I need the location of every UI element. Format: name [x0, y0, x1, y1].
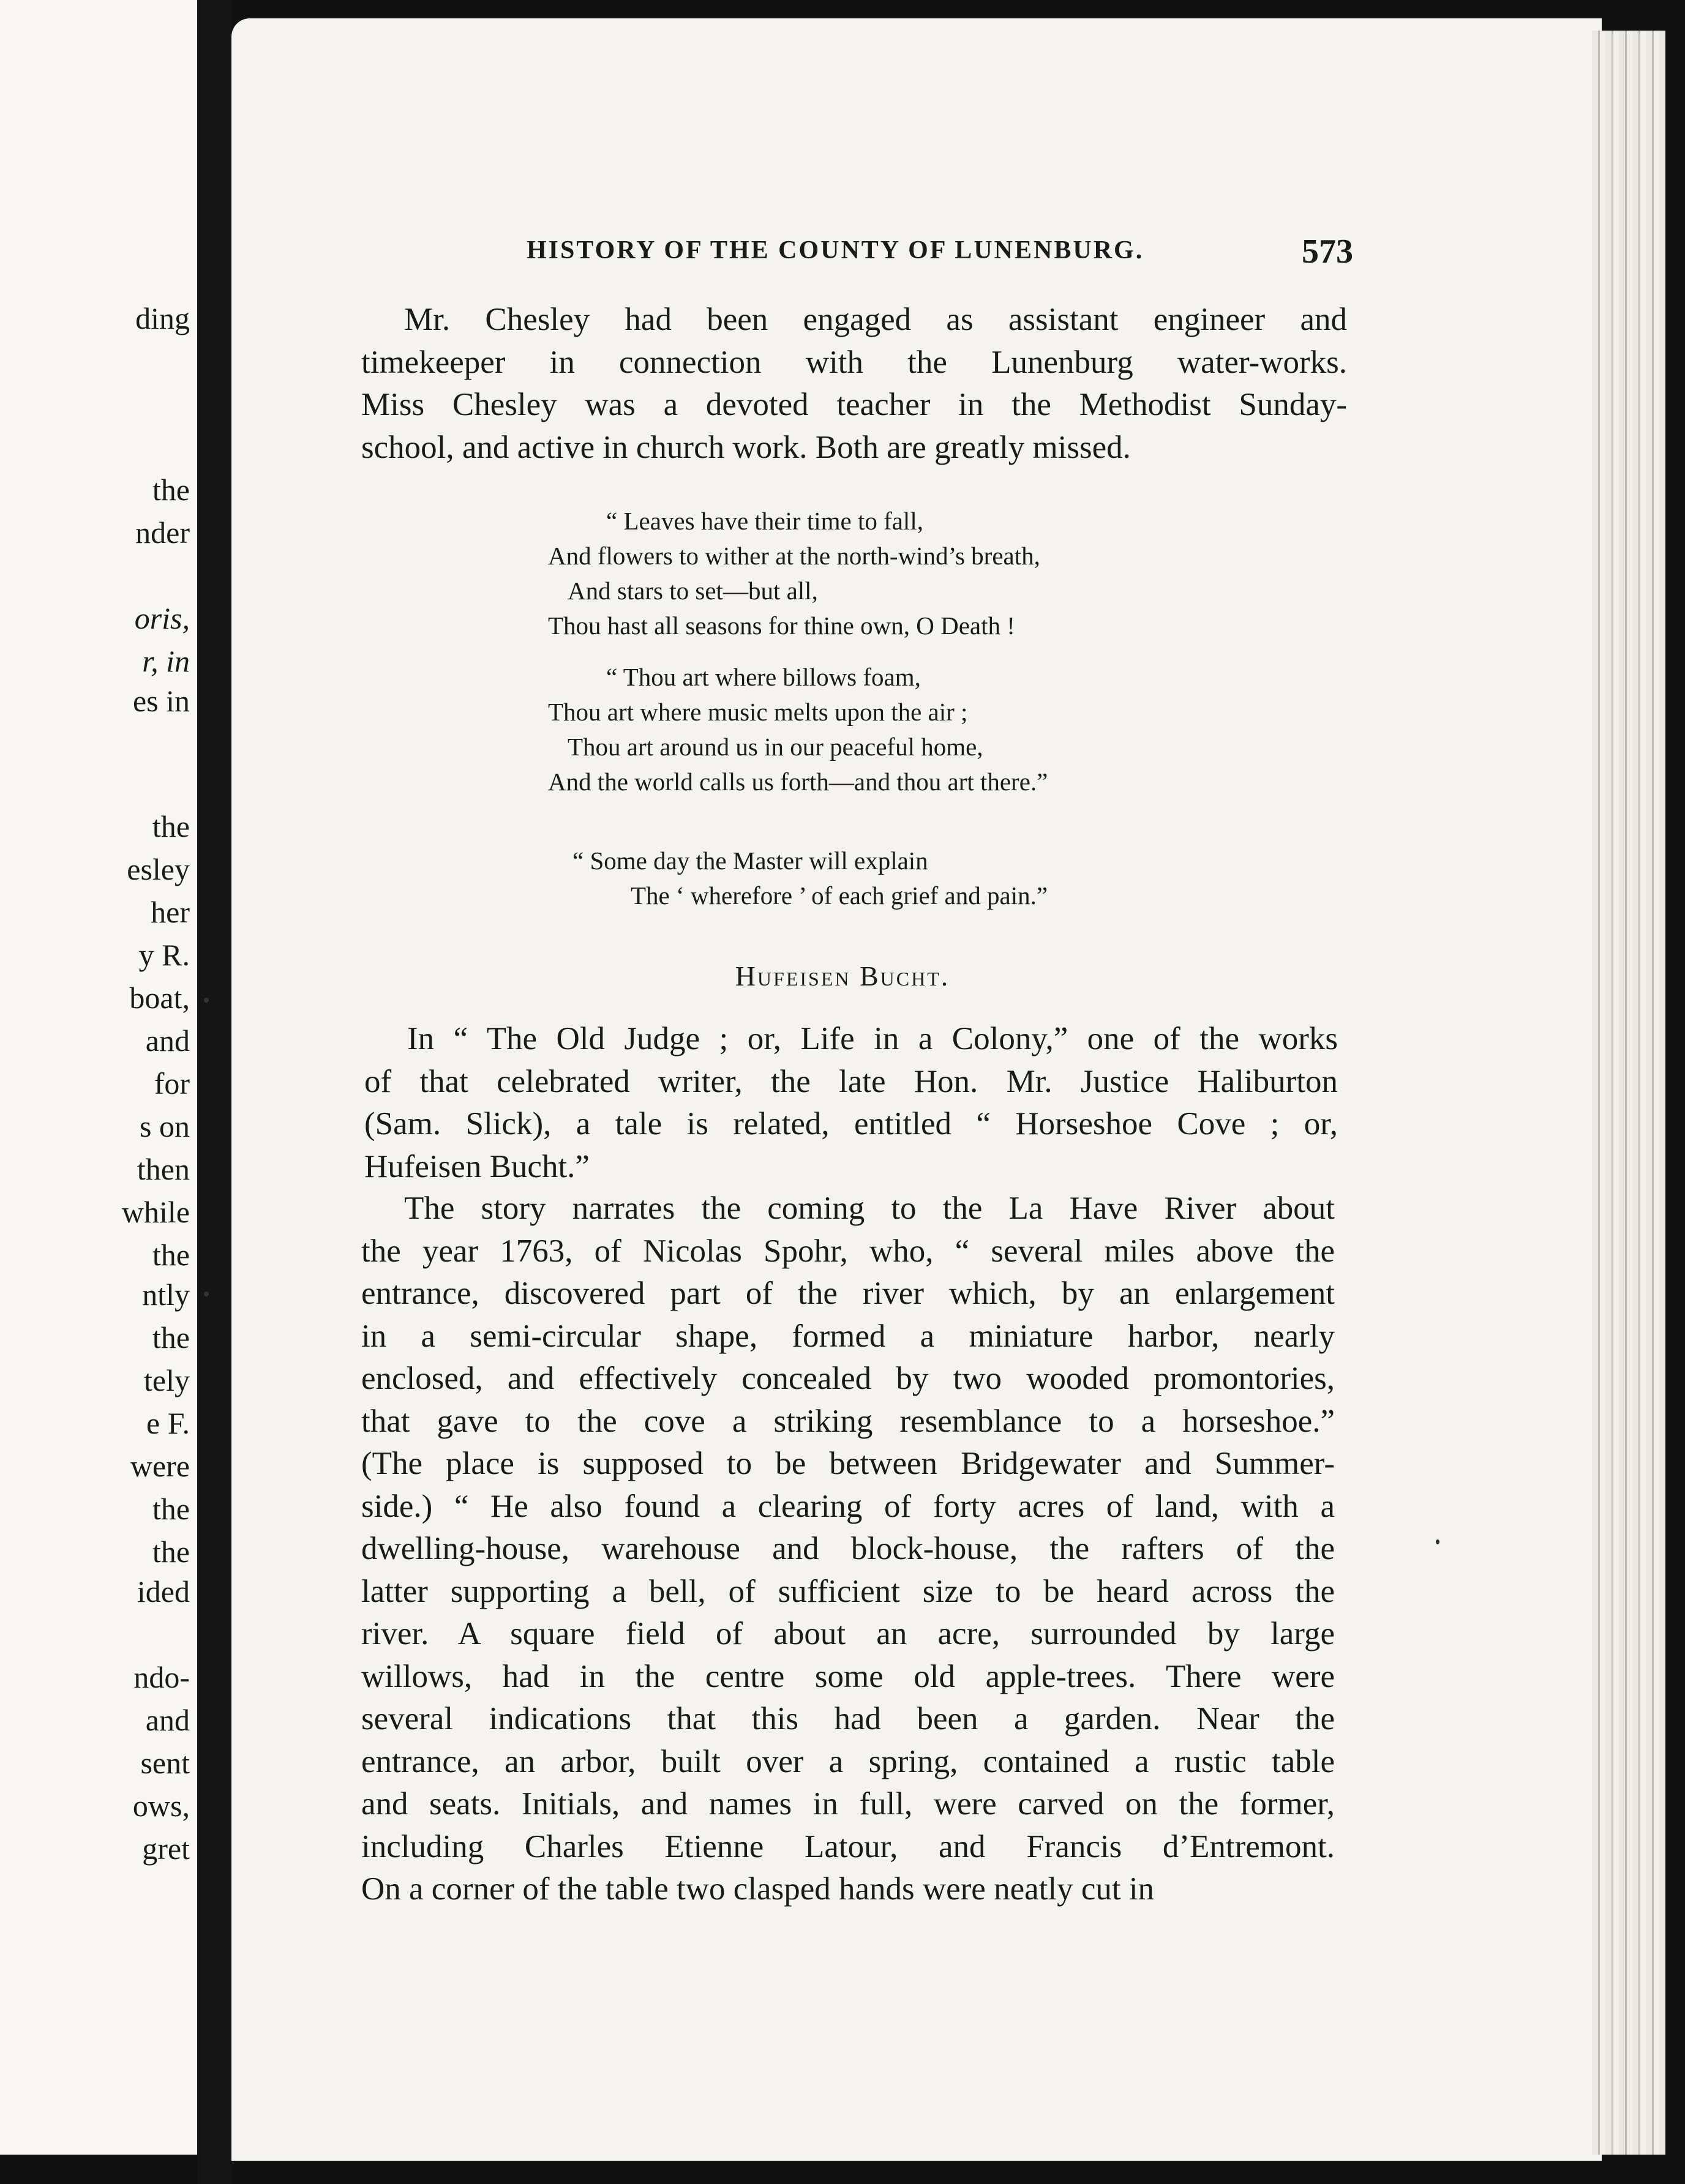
paragraph-chesley	[361, 299, 1347, 469]
poem-line: “ Some day the Master will explain	[572, 847, 928, 875]
poem-line: Thou hast all seasons for thine own, O Death !	[548, 611, 1015, 640]
text-line: (The place is supposed to be between Bridgewater and Summer-	[361, 1446, 1335, 1481]
text-line: Hufeisen Bucht.”	[364, 1148, 590, 1184]
left-page-line: esley	[127, 852, 190, 886]
left-page-line: the	[152, 809, 190, 843]
text-line: willows, had in the centre some old apple-trees. There were	[361, 1658, 1335, 1694]
text-line: (Sam. Slick), a tale is related, entitled “ Horseshoe Cove ; or,	[364, 1106, 1338, 1142]
text-line: of that celebrated writer, the late Hon. Mr. Justice Haliburton	[364, 1063, 1338, 1099]
left-page-line: e F.	[146, 1406, 190, 1440]
poem-line: And stars to set—but all,	[568, 577, 818, 605]
left-page-line: nder	[135, 515, 190, 550]
left-page-line: gret	[142, 1831, 190, 1866]
left-page-line: while	[121, 1195, 190, 1229]
page-number: 573	[1302, 233, 1353, 271]
text-line: Mr. Chesley had been engaged as assistant engineer and	[404, 302, 1347, 337]
left-page-line: for	[154, 1066, 190, 1101]
text-line: latter supporting a bell, of sufficient size to be heard across the	[361, 1573, 1335, 1609]
poem-line: And flowers to wither at the north-wind’s breath,	[548, 542, 1040, 570]
text-line: river. A square field of about an acre, surrounded by large	[361, 1616, 1335, 1651]
poem-line: And the world calls us forth—and thou art there.”	[548, 768, 1048, 796]
running-head: HISTORY OF THE COUNTY OF LUNENBURG.	[527, 236, 1144, 264]
left-page-line: ding	[135, 301, 190, 335]
page-header	[527, 233, 1353, 272]
text-line: entrance, an arbor, built over a spring, contained a rustic table	[361, 1743, 1335, 1779]
left-page-line: the	[152, 1238, 190, 1272]
left-page-line: r, in	[142, 644, 190, 678]
left-page-line: ndo-	[133, 1660, 190, 1694]
poem-line: Thou art where music melts upon the air ;	[548, 698, 968, 726]
left-page-line: sent	[140, 1746, 190, 1780]
poem-line: Thou art around us in our peaceful home,	[568, 733, 983, 761]
left-page-line: her	[151, 895, 190, 929]
left-page-line: es in	[132, 684, 190, 718]
book-spine	[197, 0, 231, 2184]
poem-line: “ Thou art where billows foam,	[606, 663, 921, 691]
left-page-line: were	[130, 1449, 190, 1483]
scan-speck	[1436, 1539, 1439, 1544]
left-page-line: ided	[137, 1574, 190, 1609]
left-page-line: oris,	[134, 601, 190, 635]
text-line: and seats. Initials, and names in full, were carved on the former,	[361, 1786, 1335, 1822]
poem-line: “ Leaves have their time to fall,	[606, 507, 923, 535]
section-title: Hufeisen Bucht.	[735, 960, 950, 992]
text-line: On a corner of the table two clasped hands were neatly cut in	[361, 1871, 1155, 1907]
left-page-line: and	[145, 1703, 190, 1737]
left-page-line: the	[152, 1320, 190, 1355]
poem-stanza-2	[548, 660, 1048, 799]
text-line: The story narrates the coming to the La Have River about	[404, 1191, 1335, 1226]
left-page-line: the	[152, 1535, 190, 1569]
previous-page-fragment	[0, 0, 197, 2155]
text-line: In “ The Old Judge ; or, Life in a Colony,” one of the works	[407, 1021, 1338, 1056]
left-page-line: y R.	[138, 938, 190, 972]
page-edges	[1592, 31, 1665, 2155]
paragraph-story	[361, 1187, 1335, 1911]
poem-stanza-1	[548, 504, 1040, 643]
left-page-line: the	[152, 1492, 190, 1526]
poem-couplet	[572, 843, 1048, 913]
text-line: several indications that this had been a garden. Near the	[361, 1701, 1335, 1737]
left-page-line: ntly	[142, 1277, 190, 1312]
left-page-line: then	[137, 1152, 190, 1186]
left-page-line: the	[152, 473, 190, 507]
text-line: enclosed, and effectively concealed by two wooded promontories,	[361, 1361, 1335, 1396]
text-line: in a semi-circular shape, formed a miniature harbor, nearly	[361, 1318, 1335, 1354]
left-page-line: and	[145, 1023, 190, 1058]
left-page-line: ows,	[132, 1789, 190, 1823]
text-line: side.) “ He also found a clearing of forty acres of land, with a	[361, 1488, 1335, 1524]
text-line: including Charles Etienne Latour, and Francis d’Entremont.	[361, 1828, 1335, 1864]
text-line: Miss Chesley was a devoted teacher in the Methodist Sunday-	[361, 387, 1347, 422]
text-line: dwelling-house, warehouse and block-house, the rafters of the	[361, 1531, 1335, 1566]
scan-speck	[204, 1292, 209, 1296]
text-line: that gave to the cove a striking resemblance to a horseshoe.”	[361, 1403, 1335, 1439]
text-line: timekeeper in connection with the Lunenburg water-works.	[361, 344, 1347, 380]
text-line: the year 1763, of Nicolas Spohr, who, “ several miles above the	[361, 1233, 1335, 1269]
scan-speck	[204, 998, 209, 1003]
left-page-line: boat,	[129, 981, 190, 1015]
text-line: entrance, discovered part of the river which, by an enlargement	[361, 1276, 1335, 1311]
left-page-line: s on	[140, 1109, 190, 1143]
text-line: school, and active in church work. Both are greatly missed.	[361, 429, 1131, 465]
poem-line: The ‘ wherefore ’ of each grief and pain.”	[631, 881, 1048, 910]
paragraph-old-judge	[364, 1018, 1338, 1188]
left-page-line: tely	[144, 1363, 190, 1397]
